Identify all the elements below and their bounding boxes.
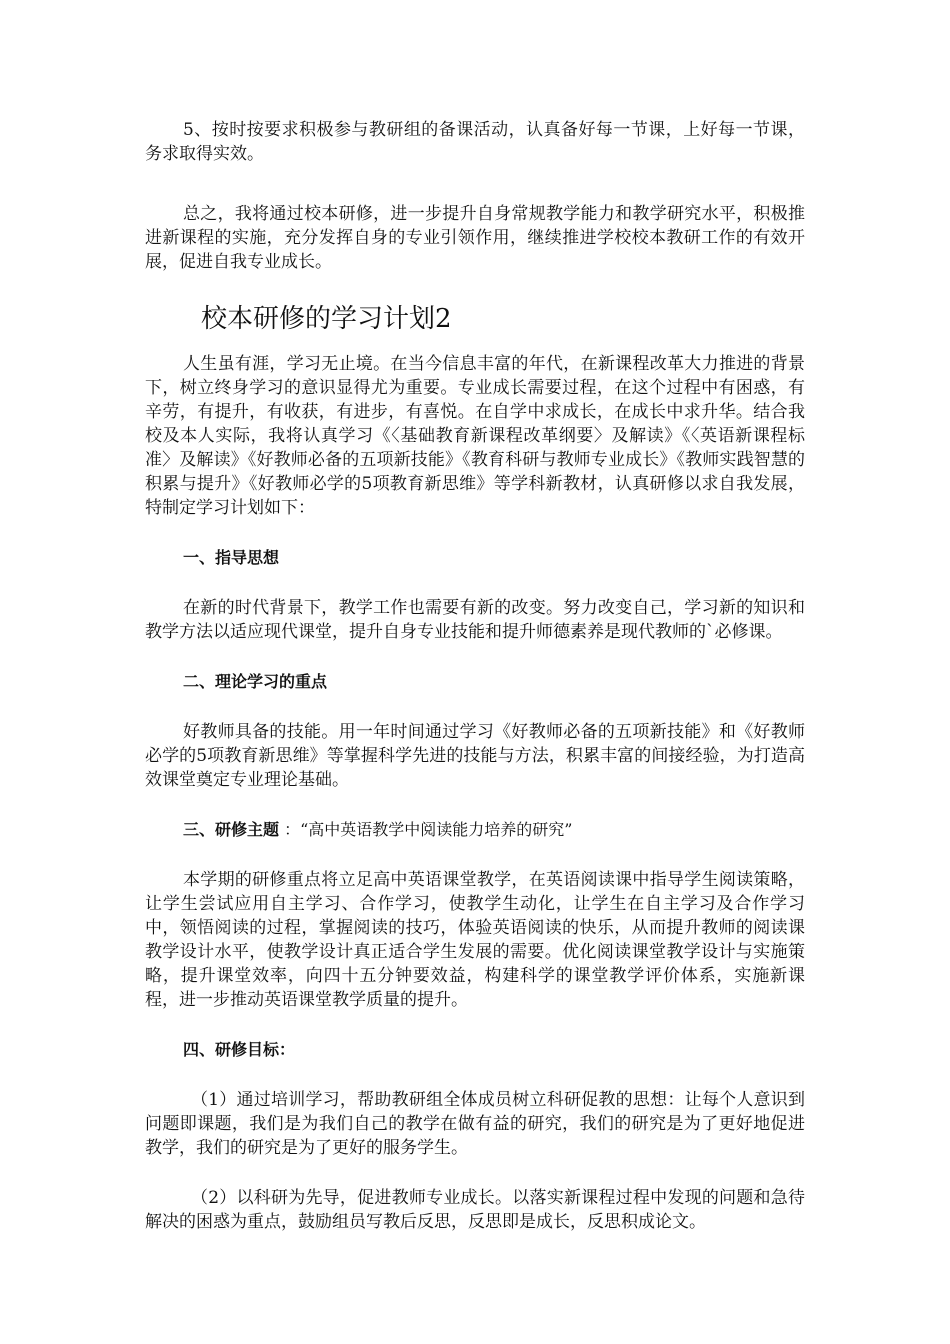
heading-guiding-thought: 一、指导思想: [183, 548, 280, 567]
document-page: [145, 112, 805, 1234]
paragraph-summary: 总之，我将通过校本研修，进一步提升自身常规教学能力和教学研究水平，积极推进新课程的实施，充分发挥自身的专业引领作用，继续推进学校校本教研工作的有效开展，促进自我专业成长。: [145, 204, 805, 272]
heading-theory-focus: 二、理论学习的重点: [183, 672, 328, 691]
paragraph-guiding-thought: 在新的时代背景下，教学工作也需要有新的改变。努力改变自己，学习新的知识和教学方法以适应现代课堂，提升自身专业技能和提升师德素养是现代教师的`必修课。: [145, 598, 805, 642]
section-title: 校本研修的学习计划2: [201, 304, 452, 334]
paragraph-intro: 人生虽有涯，学习无止境。在当今信息丰富的年代，在新课程改革大力推进的背景下，树立终身学习的意识显得尤为重要。专业成长需要过程，在这个过程中有困惑，有辛劳，有提升，有收获，有进步，有喜悦。在自学中求成长，在成长中求升华。结合我校及本人实际，我将认真学习《〈基础教育新课程改革纲要〉及解读》《〈英语新课程标准〉及解读》《好教师必备的五项新技能》《教育科研与教师专业成长》《教师实践智慧的积累与提升》《好教师必学的5项教育新思维》等学科新教材，认真研修以求自我发展，特制定学习计划如下：: [145, 354, 805, 518]
paragraph-item-5: 5、按时按要求积极参与教研组的备课活动，认真备好每一节课，上好每一节课，务求取得实效。: [145, 120, 805, 164]
paragraph-goal-1: （1）通过培训学习，帮助教研组全体成员树立科研促教的思想：让每个人意识到问题即课题，我们是为我们自己的教学在做有益的研究，我们的研究是为了更好地促进教学，我们的研究是为了更好的服务学生。: [145, 1090, 805, 1158]
heading-research-theme: [145, 818, 805, 842]
research-theme-text: ：“高中英语教学中阅读能力培养的研究”: [279, 820, 573, 839]
paragraph-goal-2: （2）以科研为先导，促进教师专业成长。以落实新课程过程中发现的问题和急待解决的困惑为重点，鼓励组员写教后反思，反思即是成长，反思积成论文。: [145, 1188, 805, 1232]
paragraph-theory-focus: 好教师具备的技能。用一年时间通过学习《好教师必备的五项新技能》和《好教师必学的5项教育新思维》等掌握科学先进的技能与方法，积累丰富的间接经验，为打造高效课堂奠定专业理论基础。: [145, 722, 805, 790]
paragraph-research-theme: 本学期的研修重点将立足高中英语课堂教学，在英语阅读课中指导学生阅读策略，让学生尝试应用自主学习、合作学习，使教学生动化，让学生在自主学习及合作学习中，领悟阅读的过程，掌握阅读的技巧，体验英语阅读的快乐，从而提升教师的阅读课教学设计水平，使教学设计真正适合学生发展的需要。优化阅读课堂教学设计与实施策略，提升课堂效率，向四十五分钟要效益，构建科学的课堂教学评价体系，实施新课程，进一步推动英语课堂教学质量的提升。: [145, 870, 805, 1010]
heading-research-goals: 四、研修目标：: [183, 1040, 296, 1059]
heading-research-theme-label: 三、研修主题: [183, 820, 280, 839]
